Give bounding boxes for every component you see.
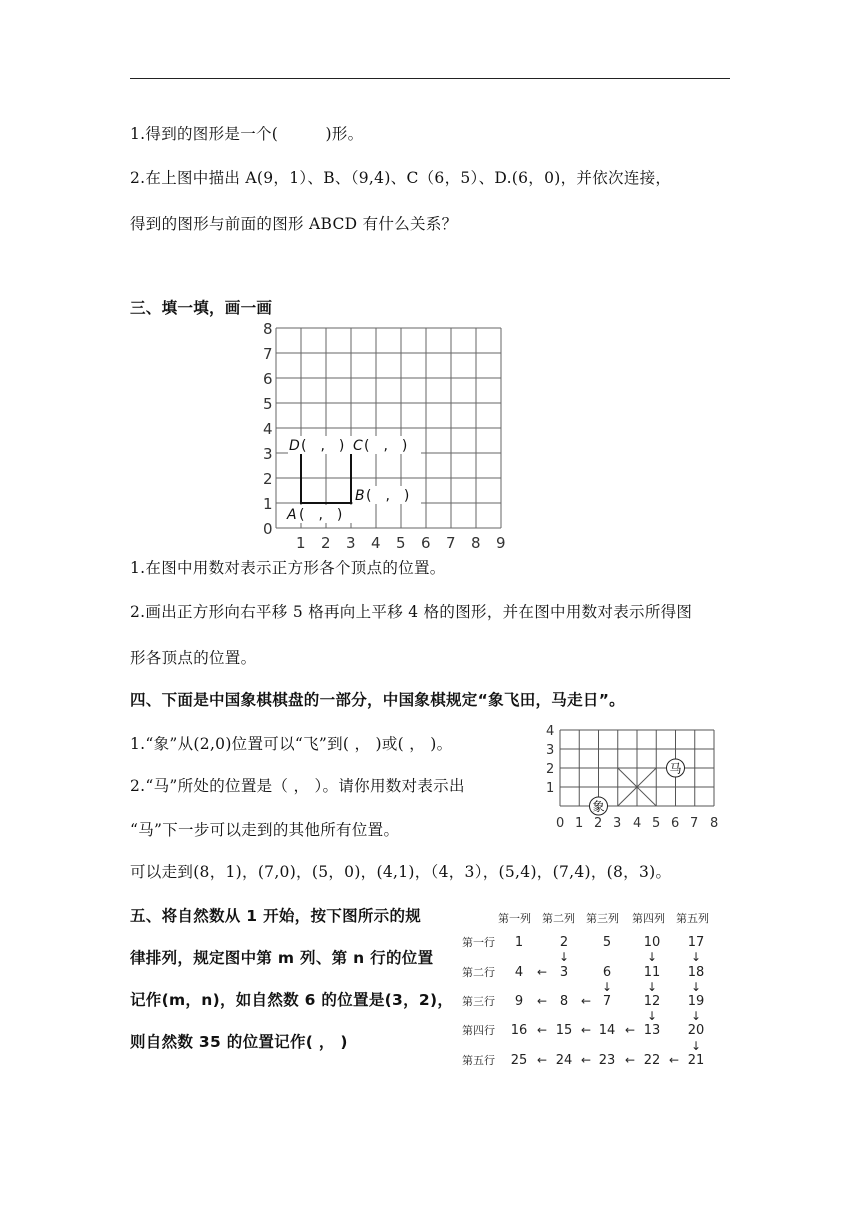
question-elephant-move: 1.“象”从(2,0)位置可以“飞”到( ， )或( ， )。 — [130, 735, 453, 753]
y-tick-3: 3 — [263, 445, 273, 463]
cell-2-4: 11 — [643, 965, 661, 980]
cell-1-1: 1 — [514, 935, 524, 950]
y-tick-7: 7 — [263, 345, 273, 363]
cell-2-5: 18 — [687, 965, 705, 980]
x-tick-2: 2 — [321, 534, 331, 552]
vertex-paren-a: ( , ) — [299, 507, 343, 523]
y-tick-8: 8 — [263, 320, 273, 338]
question-plot-points-line1: 2.在上图中描出 A(9，1）、B、（9,4)、C（6，5）、D.(6，0)，并依次连接， — [130, 169, 672, 187]
cell-3-4: 12 — [643, 994, 661, 1009]
y-tick-0: 0 — [263, 520, 273, 538]
vertex-paren-c: ( , ) — [364, 438, 408, 454]
y-tick-4: 4 — [263, 420, 273, 438]
arrow-down-icon: ↓ — [646, 1009, 658, 1023]
board-y-tick-2: 2 — [546, 762, 555, 777]
cell-3-2: 8 — [559, 994, 569, 1009]
cell-1-3: 5 — [602, 935, 612, 950]
elephant-piece-label: 象 — [592, 799, 605, 814]
section-5-heading-line1: 五、将自然数从 1 开始，按下图所示的规 — [130, 907, 422, 925]
arrow-down-icon: ↓ — [646, 950, 658, 964]
cell-4-3: 14 — [598, 1023, 616, 1038]
question-translate-line2: 形各顶点的位置。 — [130, 649, 257, 667]
question-plot-points-line2: 得到的图形与前面的图形 ABCD 有什么关系？ — [130, 215, 458, 233]
elephant-piece — [590, 797, 608, 815]
cell-2-2: 3 — [559, 965, 569, 980]
board-y-tick-1: 1 — [546, 781, 555, 796]
board-x-tick-0: 0 — [556, 816, 565, 831]
top-rule — [130, 78, 730, 79]
question-vertex-pairs: 1.在图中用数对表示正方形各个顶点的位置。 — [130, 559, 446, 577]
x-tick-7: 7 — [446, 534, 456, 552]
board-x-tick-2: 2 — [594, 816, 603, 831]
cell-3-3: 7 — [602, 994, 612, 1009]
col-header-4: 第四列 — [632, 912, 665, 925]
vertex-label-b: B — [355, 488, 365, 504]
section-5-heading-line4: 则自然数 35 的位置记作( ， ) — [130, 1033, 348, 1051]
arrow-left-icon: ← — [536, 994, 548, 1008]
board-x-tick-6: 6 — [671, 816, 680, 831]
arrow-down-icon: ↓ — [690, 1039, 702, 1053]
cell-1-4: 10 — [643, 935, 661, 950]
cell-4-5: 20 — [687, 1023, 705, 1038]
arrow-down-icon: ↓ — [690, 1009, 702, 1023]
question-horse-position-line2: “马”下一步可以走到的其他所有位置。 — [130, 821, 400, 839]
arrow-down-icon: ↓ — [601, 980, 613, 994]
board-x-tick-8: 8 — [710, 816, 719, 831]
cell-5-3: 23 — [598, 1053, 616, 1068]
arrow-down-icon: ↓ — [558, 950, 570, 964]
arrow-left-icon: ← — [580, 1053, 592, 1067]
section-5-heading-line3: 记作(m，n)，如自然数 6 的位置是(3，2)， — [130, 991, 454, 1009]
arrow-left-icon: ← — [624, 1023, 636, 1037]
question-shape-type: 1.得到的图形是一个( )形。 — [130, 125, 364, 143]
x-tick-8: 8 — [471, 534, 481, 552]
row-header-3: 第三行 — [462, 995, 495, 1008]
row-header-5: 第五行 — [462, 1054, 495, 1067]
section-5-heading-line2: 律排列，规定图中第 m 列、第 n 行的位置 — [130, 949, 434, 967]
arrow-left-icon: ← — [536, 1023, 548, 1037]
x-tick-4: 4 — [371, 534, 381, 552]
cell-2-1: 4 — [514, 965, 524, 980]
vertex-label-c: C — [353, 438, 363, 454]
arrow-down-icon: ↓ — [690, 980, 702, 994]
cell-3-5: 19 — [687, 994, 705, 1009]
cell-2-3: 6 — [602, 965, 612, 980]
board-x-tick-4: 4 — [633, 816, 642, 831]
arrow-left-icon: ← — [536, 1053, 548, 1067]
board-x-tick-5: 5 — [652, 816, 661, 831]
cell-4-1: 16 — [510, 1023, 528, 1038]
arrow-down-icon: ↓ — [646, 980, 658, 994]
chess-board — [540, 722, 730, 834]
arrow-left-icon: ← — [536, 965, 548, 979]
cell-4-2: 15 — [555, 1023, 573, 1038]
x-tick-5: 5 — [396, 534, 406, 552]
x-tick-3: 3 — [346, 534, 356, 552]
cell-5-1: 25 — [510, 1053, 528, 1068]
horse-answer: 可以走到(8，1)，(7,0)，(5，0)，(4,1)，（4，3），(5,4)，(7,4)，(8，3)。 — [130, 863, 672, 881]
cell-1-2: 2 — [559, 935, 569, 950]
col-header-3: 第三列 — [586, 912, 619, 925]
vertex-label-a: A — [287, 507, 297, 523]
cell-4-4: 13 — [643, 1023, 661, 1038]
horse-piece-label: 马 — [669, 761, 682, 776]
section-4-heading: 四、下面是中国象棋棋盘的一部分，中国象棋规定“象飞田，马走日”。 — [130, 691, 625, 709]
col-header-1: 第一列 — [498, 912, 531, 925]
arrow-left-icon: ← — [580, 994, 592, 1008]
y-tick-1: 1 — [263, 495, 273, 513]
coordinate-grid — [258, 320, 518, 552]
y-tick-2: 2 — [263, 470, 273, 488]
col-header-2: 第二列 — [542, 912, 575, 925]
y-tick-5: 5 — [263, 395, 273, 413]
arrow-left-icon: ← — [580, 1023, 592, 1037]
section-3-heading: 三、填一填，画一画 — [130, 299, 273, 317]
vertex-paren-b: ( , ) — [366, 488, 410, 504]
x-tick-6: 6 — [421, 534, 431, 552]
board-y-tick-3: 3 — [546, 743, 555, 758]
arrow-left-icon: ← — [668, 1053, 680, 1067]
arrow-down-icon: ↓ — [690, 950, 702, 964]
row-header-1: 第一行 — [462, 936, 495, 949]
board-x-tick-3: 3 — [613, 816, 622, 831]
board-y-tick-4: 4 — [546, 724, 555, 739]
y-tick-6: 6 — [263, 370, 273, 388]
vertex-paren-d: ( , ) — [301, 438, 345, 454]
vertex-label-d: D — [289, 438, 300, 454]
number-arrangement-table — [458, 904, 730, 1076]
horse-piece — [667, 759, 685, 777]
x-tick-1: 1 — [296, 534, 306, 552]
board-x-tick-7: 7 — [690, 816, 699, 831]
question-translate-line1: 2.画出正方形向右平移 5 格再向上平移 4 格的图形，并在图中用数对表示所得图 — [130, 603, 693, 621]
arrow-left-icon: ← — [624, 1053, 636, 1067]
board-x-tick-1: 1 — [575, 816, 584, 831]
question-horse-position-line1: 2.“马”所处的位置是（ ， ）。请你用数对表示出 — [130, 777, 465, 795]
cell-5-2: 24 — [555, 1053, 573, 1068]
cell-5-5: 21 — [687, 1053, 705, 1068]
cell-5-4: 22 — [643, 1053, 661, 1068]
row-header-4: 第四行 — [462, 1024, 495, 1037]
cell-3-1: 9 — [514, 994, 524, 1009]
col-header-5: 第五列 — [676, 912, 709, 925]
cell-1-5: 17 — [687, 935, 705, 950]
x-tick-9: 9 — [496, 534, 506, 552]
row-header-2: 第二行 — [462, 966, 495, 979]
